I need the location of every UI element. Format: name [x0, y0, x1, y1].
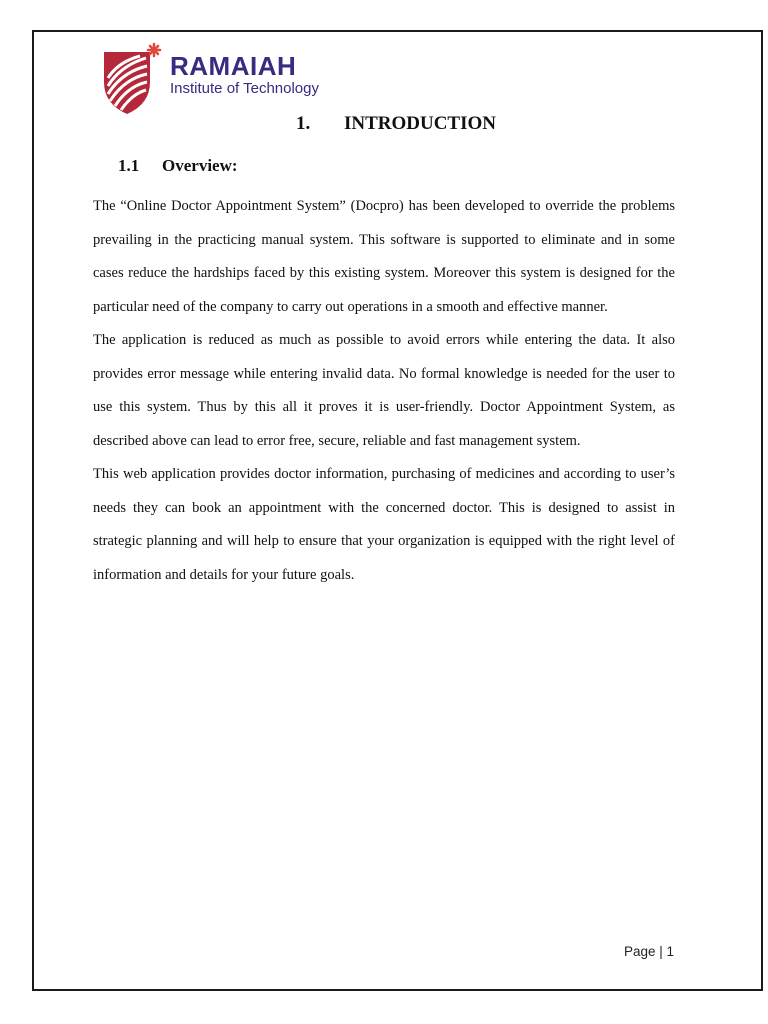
section-number: 1.1 [118, 156, 140, 175]
ramaiah-shield-icon [100, 42, 164, 116]
section-heading [118, 156, 238, 176]
paragraph: The application is reduced as much as possible to avoid errors while entering the data. It also provides error message while entering invalid data. No formal knowledge is needed for the user to use this system. Thus by this all it proves it is user-friendly. Doctor Appointment System, as described above can lead to error free, secure, reliable and fast management system. [93, 332, 675, 449]
section-title: Overview: [162, 156, 238, 175]
chapter-title: INTRODUCTION [343, 113, 497, 134]
paragraph: The “Online Doctor Appointment System” (Docpro) has been developed to override the problems prevailing in the practicing manual system. This software is supported to eliminate and in some cases reduce the hardships faced by this existing system. Moreover this system is designed for the particular need of the company to carry out operations in a smooth and effective manner. [93, 198, 675, 315]
body-text [93, 190, 675, 592]
logo-name: RAMAIAH [170, 51, 297, 81]
chapter-heading [0, 113, 768, 135]
paragraph: This web application provides doctor information, purchasing of medicines and according to user’s needs they can book an appointment with the concerned doctor. This is designed to assist in strategic planning and will help to ensure that your organization is equipped with the right level of information and details for your future goals. [93, 466, 675, 583]
chapter-number: 1. [295, 113, 311, 134]
institute-logo [100, 42, 319, 116]
logo-subtitle: Institute of Technology [170, 80, 319, 97]
page-number: Page | 1 [623, 944, 674, 959]
